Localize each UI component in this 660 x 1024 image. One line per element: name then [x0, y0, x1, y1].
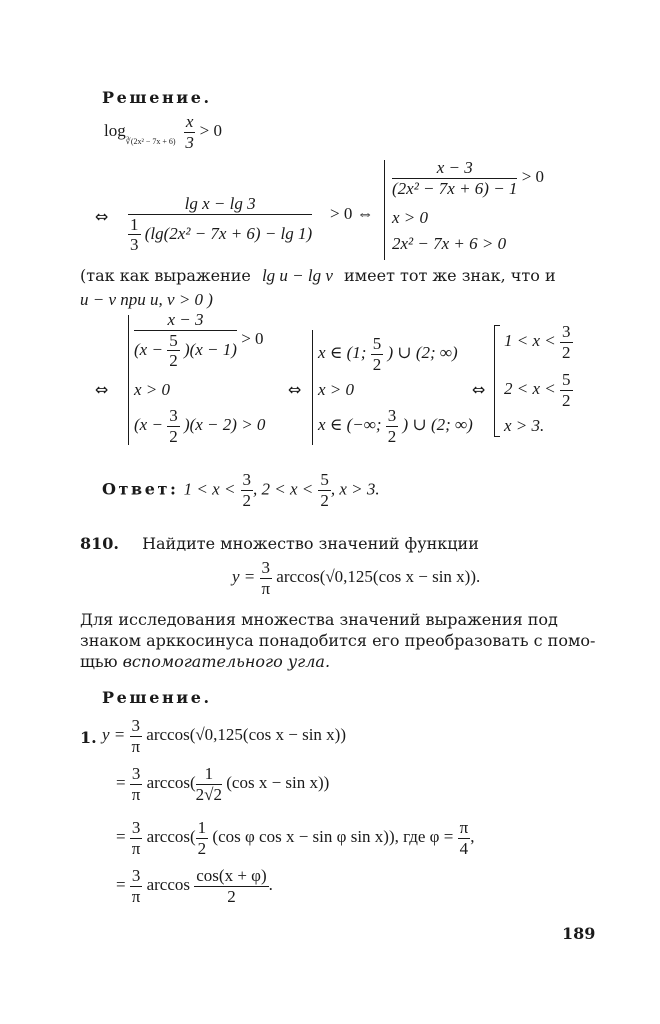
arccos-word: arccos( — [146, 772, 196, 792]
intro-italic: вспомогательного угла. — [122, 652, 331, 671]
frac-den: 2 — [197, 838, 207, 858]
formula-rhs: arccos(√0,125(cos x − sin x)). — [276, 566, 481, 586]
step-lhs: y = — [102, 724, 126, 744]
frac-den: 2 — [320, 490, 329, 510]
intro-line1: Для исследования множества значений выражения под — [80, 610, 558, 629]
step1 — [102, 716, 346, 756]
system1-row2: x > 0 — [392, 208, 429, 227]
sys-num: x − 3 — [392, 158, 517, 179]
answer-part1: 1 < x < — [183, 479, 236, 499]
log-base: ∛(2x² − 7x + 6) — [125, 136, 176, 146]
frac-den: 2 — [169, 351, 178, 371]
row-a: 1 < x < — [504, 330, 556, 350]
frac-den: π — [261, 578, 271, 598]
problem-text: Найдите множество значений функции — [142, 534, 479, 553]
arccos-word: arccos( — [146, 826, 196, 846]
fraction-denominator: 3 — [185, 132, 194, 152]
system3-row1 — [318, 334, 458, 374]
frac-den: 4 — [459, 838, 469, 858]
remark-line1 — [80, 266, 556, 286]
row-a: 2 < x < — [504, 378, 556, 398]
frac-den: 2 — [562, 342, 571, 362]
problem-header — [80, 534, 479, 553]
remark-text-c: имеет тот же знак, что и — [344, 266, 556, 285]
sys2-num: x − 3 — [134, 310, 237, 331]
remark-formula: lg u − lg v — [261, 266, 333, 285]
frac-den: 2 — [227, 886, 236, 906]
frac-num: 3 — [131, 818, 141, 837]
row-b: )(x − 2) > 0 — [183, 414, 266, 434]
row-a: (x − — [134, 414, 163, 434]
row-b: ) ∪ (2; ∞) — [387, 342, 458, 362]
system1-row3: 2x² − 7x + 6 > 0 — [392, 234, 507, 253]
answer-part3: , x > 3. — [330, 479, 380, 499]
sys-gt: > 0 — [521, 166, 545, 186]
frac-den: π — [131, 886, 141, 906]
step-end: , — [470, 826, 475, 846]
equivalence-arrow: ⇔ — [95, 380, 109, 399]
page-number: 189 — [562, 924, 596, 943]
answer-frac2 — [318, 470, 331, 510]
log-inequality — [104, 112, 222, 152]
answer-frac1 — [241, 470, 254, 510]
remark-text-a: (так как выражение — [80, 266, 251, 285]
frac-den: π — [131, 838, 141, 858]
frac-num: 3 — [387, 406, 397, 425]
step3 — [116, 818, 474, 858]
system4-row3: x > 3. — [504, 416, 545, 435]
frac-num: 5 — [320, 470, 329, 489]
frac-num: 3 — [131, 716, 141, 735]
system4-row2 — [504, 370, 573, 410]
row-a: x ∈ (−∞; — [318, 414, 382, 434]
frac-num: 5 — [169, 330, 178, 350]
problem-number: 810. — [80, 534, 119, 553]
system2-row3 — [134, 406, 265, 446]
system3-row3 — [318, 406, 473, 446]
arccos-word: arccos — [146, 874, 191, 894]
eq-sign: = — [116, 874, 126, 894]
answer-part2: , 2 < x < — [253, 479, 314, 499]
frac-num: 1 — [196, 764, 222, 785]
intro-word: щью — [80, 652, 118, 671]
frac-num: 3 — [242, 470, 252, 489]
step-number: 1. — [80, 728, 97, 747]
frac-num: 3 — [131, 764, 141, 783]
answer-label: Ответ: — [102, 479, 179, 499]
system4-row1 — [504, 322, 573, 362]
frac-num: cos(x + φ) — [196, 866, 267, 885]
relation: > 0 — [199, 120, 222, 140]
log-word: log — [104, 120, 126, 140]
solution-heading: Решение. — [102, 688, 212, 707]
frac-num: 3 — [562, 322, 571, 341]
row-b: ) ∪ (2; ∞) — [402, 414, 473, 434]
frac-den: π — [131, 736, 141, 756]
frac-num: 3 — [261, 558, 271, 577]
system2-row2: x > 0 — [134, 380, 171, 399]
remark-line2: u − v при u, v > 0 ) — [80, 290, 213, 309]
equivalence-arrow: ⇔ — [472, 380, 486, 399]
equivalence-arrow: ⇔ — [288, 380, 302, 399]
problem-formula — [232, 558, 480, 598]
system2-row1 — [134, 310, 264, 371]
sys2-den — [134, 331, 237, 371]
frac-den: 2 — [562, 390, 571, 410]
lg-denominator-rest: (lg(2x² − 7x + 6) − lg 1) — [144, 223, 313, 243]
intro-line2: знаком арккосинуса понадобится его преобразовать с помо- — [80, 631, 596, 650]
system3-row2: x > 0 — [318, 380, 355, 399]
row-a: x ∈ (1; — [318, 342, 367, 362]
frac-den: 2√2 — [195, 784, 223, 804]
eq-sign: = — [116, 772, 126, 792]
sys2-den-a: (x − — [134, 339, 163, 359]
frac-num: 3 — [169, 406, 178, 425]
union-bracket — [494, 325, 500, 437]
frac-den: 2 — [387, 426, 397, 446]
formula-lhs: y = — [232, 566, 256, 586]
step2 — [116, 764, 329, 804]
frac-num: 5 — [372, 334, 382, 353]
solution-heading: Решение. — [102, 88, 212, 107]
frac-den: π — [131, 784, 141, 804]
step4 — [116, 866, 273, 906]
answer-line — [102, 470, 380, 510]
fraction-numerator: x — [185, 112, 194, 131]
lg-fraction — [128, 194, 312, 255]
sys-den: (2x² − 7x + 6) − 1 — [392, 178, 518, 198]
system1-row1 — [392, 158, 544, 198]
frac-num: π — [459, 818, 469, 837]
sys2-den-b: )(x − 1) — [183, 339, 237, 359]
sys2-gt: > 0 — [241, 329, 264, 349]
relation-gt: > 0 ⇔ — [330, 204, 374, 223]
step-rest: (cos x − sin x)) — [226, 772, 330, 792]
system-brace — [312, 330, 313, 445]
lg-denominator — [128, 215, 312, 255]
frac-num: 1 — [197, 818, 207, 837]
intro-line3 — [80, 652, 330, 671]
log-fraction — [184, 112, 196, 152]
system-brace — [384, 160, 385, 260]
eq-sign: = — [116, 826, 126, 846]
frac-den: 2 — [242, 490, 252, 510]
step-rest: (cos φ cos x − sin φ sin x)), где φ = — [212, 826, 454, 846]
coef-num: 1 — [130, 214, 139, 234]
coef-den: 3 — [130, 235, 139, 255]
lg-numerator: lg x − lg 3 — [128, 194, 312, 215]
frac-num: 3 — [131, 866, 141, 885]
system-brace — [128, 315, 129, 445]
step-rhs: arccos(√0,125(cos x − sin x)) — [146, 724, 347, 744]
frac-den: 2 — [372, 354, 382, 374]
equivalence-arrow: ⇔ — [95, 207, 109, 226]
step-end: . — [268, 874, 273, 894]
frac-den: 2 — [169, 426, 178, 446]
frac-num: 5 — [562, 370, 571, 389]
